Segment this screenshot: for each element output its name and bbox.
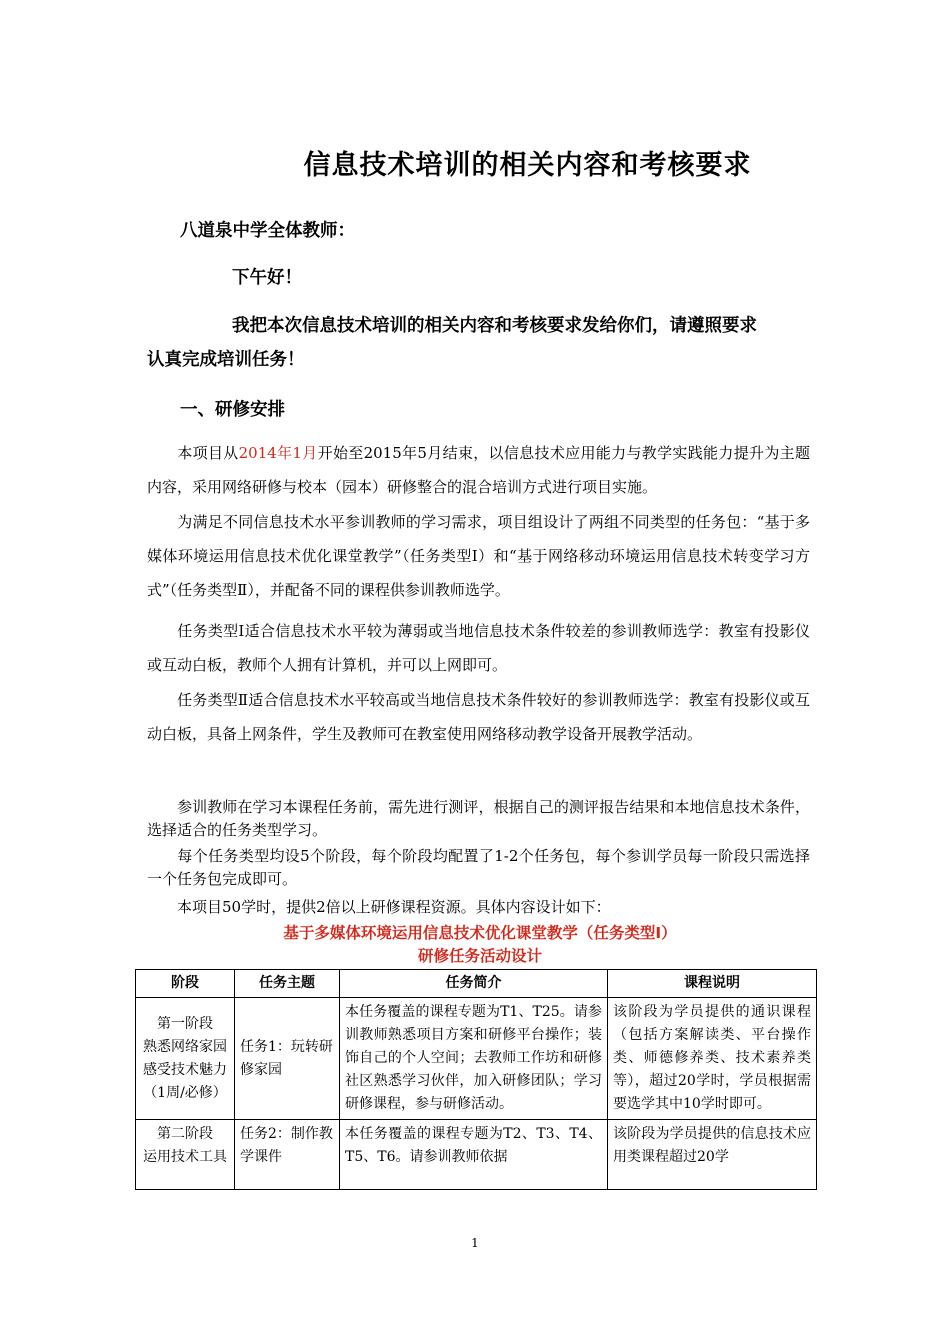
- paragraph-text: 任务类型Ⅰ适合信息技术水平较为薄弱或当地信息技术条件较差的参训教师选学：教室有投影仪或互动白板，教师个人拥有计算机，并可以上网即可。: [147, 622, 810, 674]
- document-title: 信息技术培训的相关内容和考核要求: [303, 150, 752, 181]
- paragraph-hours: [147, 896, 810, 919]
- page-number: 1: [471, 1236, 479, 1250]
- paragraph-task-type-1: [147, 614, 810, 682]
- cell-topic: 任务2：制作教学课件: [235, 1120, 340, 1190]
- cell-note: 该阶段为学员提供的信息技术应用类课程超过20学: [608, 1120, 817, 1190]
- paragraph-text: 为满足不同信息技术水平参训教师的学习需求，项目组设计了两组不同类型的任务包：“基于多媒体环境运用信息技术优化课堂教学”（任务类型Ⅰ）和“基于网络移动环境运用信息技术转变学习方式”（任务类型Ⅱ），并配备不同的课程供参训教师选学。: [147, 513, 810, 599]
- cell-stage: 第一阶段 熟悉网络家园 感受技术魅力 （1周/必修）: [136, 998, 235, 1120]
- greeting-recipient: 八道泉中学全体教师：: [180, 221, 355, 241]
- cell-intro: 本任务覆盖的课程专题为T1、T25。请参训教师熟悉项目方案和研修平台操作；装饰自己的个人空间；去教师工作坊和研修社区熟悉学习伙伴，加入研修团队；学习研修课程，参与研修活动。: [340, 998, 608, 1120]
- paragraph-text: 每个任务类型均设5个阶段，每个阶段均配置了1-2个任务包，每个参训学员每一阶段只需选择一个任务包完成即可。: [147, 847, 810, 888]
- table-row: [136, 1120, 817, 1190]
- greeting-hello: 下午好！: [232, 268, 302, 288]
- paragraph-text: 本项目从: [177, 444, 239, 462]
- column-header-topic: 任务主题: [235, 970, 340, 998]
- cell-intro: 本任务覆盖的课程专题为T2、T3、T4、T5、T6。请参训教师依据: [340, 1120, 608, 1190]
- paragraph-text: 参训教师在学习本课程任务前，需先进行测评，根据自己的测评报告结果和本地信息技术条件，选择适合的任务类型学习。: [147, 798, 810, 839]
- paragraph-text: 本项目50学时，提供2倍以上研修课程资源。具体内容设计如下：: [177, 898, 611, 916]
- intro-line-1: 我把本次信息技术培训的相关内容和考核要求发给你们，请遵照要求: [232, 316, 757, 336]
- column-header-intro: 任务简介: [340, 970, 608, 998]
- paragraph-stages: [147, 845, 810, 891]
- intro-line-2: 认真完成培训任务！: [147, 350, 305, 370]
- cell-topic: 任务1：玩转研修家园: [235, 998, 340, 1120]
- column-header-note: 课程说明: [608, 970, 817, 998]
- table-subtitle: 研修任务活动设计: [417, 947, 542, 965]
- cell-stage: 第二阶段 运用技术工具: [136, 1120, 235, 1190]
- paragraph-text: 开始至2015年5月结束，以信息技术应用能力与教学实践能力提升为主题内容，采用网络研修与校本（园本）研修整合的混合培训方式进行项目实施。: [147, 444, 810, 496]
- highlighted-date: 2014年1月: [238, 444, 318, 462]
- paragraph-assessment: [147, 796, 810, 842]
- paragraph-text: 任务类型Ⅱ适合信息技术水平较高或当地信息技术条件较好的参训教师选学：教室有投影仪或互动白板，具备上网条件，学生及教师可在教室使用网络移动教学设备开展教学活动。: [147, 691, 810, 743]
- task-design-table: [135, 969, 817, 1190]
- cell-note: 该阶段为学员提供的通识课程（包括方案解读类、平台操作类、师德修养类、技术素养类等），超过20学时，学员根据需要选学其中10学时即可。: [608, 998, 817, 1120]
- section-heading: 一、研修安排: [180, 400, 285, 420]
- column-header-stage: 阶段: [136, 970, 235, 998]
- table-header-row: [136, 970, 817, 998]
- table-title: 基于多媒体环境运用信息技术优化课堂教学（任务类型Ⅰ）: [283, 924, 677, 942]
- paragraph-project-period: [147, 436, 810, 504]
- table-row: [136, 998, 817, 1120]
- paragraph-task-packages: [147, 505, 810, 607]
- paragraph-task-type-2: [147, 683, 810, 751]
